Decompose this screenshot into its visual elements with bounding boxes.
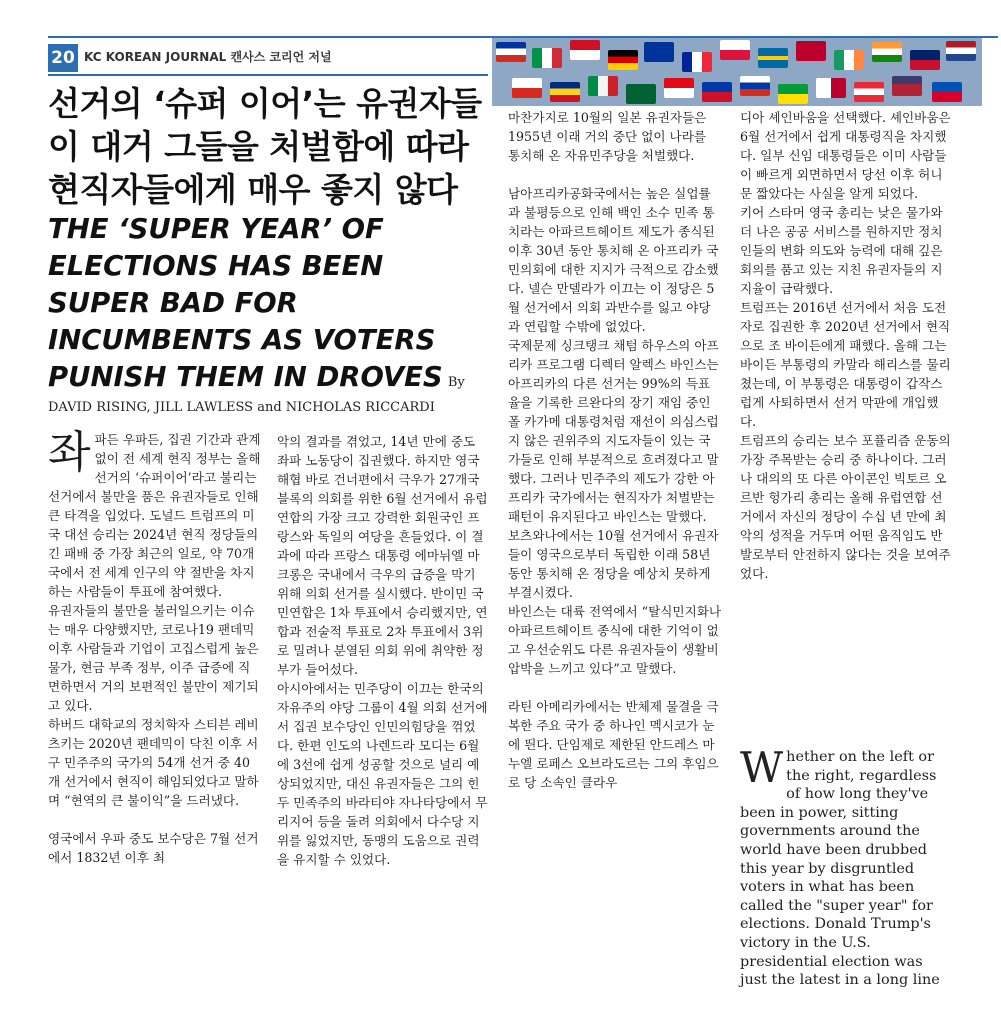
flag-icon (626, 84, 656, 104)
flags-banner-image (492, 38, 982, 106)
flag-icon (892, 76, 922, 96)
flag-icon (932, 82, 962, 102)
korean-dropcap: 좌 (48, 427, 91, 478)
header-underline (48, 74, 488, 76)
english-dropcap: W (740, 743, 784, 792)
article-column-4 (740, 108, 954, 583)
flag-icon (702, 82, 732, 102)
flag-icon (834, 50, 864, 70)
paragraph: 국제문제 싱크탱크 채텀 하우스의 아프리카 프로그램 디렉터 알렉스 바인스는 아프리카의 다른 선거는 99%의 득표율을 기록한 르완다의 장기 재임 중인 폴 카가메 대통령처럼 재선이 의심스럽지 않은 권위주의 지도자들이 있는 국가들로 인해 부분적으로 흐려졌다고 말했다. 그러나 민주주의 제도가 강한 아프리카 국가에서는 현직자가 처벌받는 패턴이 유지된다고 바인스는 말했다. (508, 338, 719, 524)
flag-icon (608, 50, 638, 70)
headline (48, 82, 488, 415)
flag-icon (740, 76, 770, 96)
journal-title: KC KOREAN JOURNAL 캔사스 코리언 저널 (84, 50, 332, 64)
paragraph: 영국에서 우파 중도 보수당은 7월 선거에서 1832년 이후 최 (48, 831, 259, 865)
paragraph: 키어 스타머 영국 총리는 낮은 물가와 더 나은 공공 서비스를 원하지만 정치인들의 변화 의도와 능력에 대해 깊은 회의를 품고 있는 지친 유권자들의 지지율이 급락했다. (740, 205, 943, 296)
flag-icon (758, 48, 788, 68)
paragraph: 파든 우파든, 집권 기간과 관계없이 전 세계 현직 정부는 올해 선거의 ‘슈퍼이어’라고 불리는 선거에서 불만을 품은 유권자들로 인해 큰 타격을 입었다. 도널드 트럼프의 미국 대선 승리는 2024년 현직 정당들의 긴 패배 중 가장 최근의 일로, 약 70개국에서 전 세계 인구의 약 절반을 차지하는 사람들이 투표에 참여했다. (48, 432, 261, 599)
paragraph: 바인스는 대륙 전역에서 “탈식민지화나 아파르트헤이트 종식에 대한 기억이 없고 우선순위도 다른 유권자들이 생활비 압박을 느끼고 있다”고 말했다. (508, 604, 722, 676)
paragraph: 보츠와나에서는 10월 선거에서 유권자들이 영국으로부터 독립한 이래 58년 동안 통치해 온 정당을 예상치 못하게 부결시켰다. (508, 528, 719, 600)
paragraph: 하버드 대학교의 정치학자 스티븐 레비츠키는 2020년 팬데믹이 닥친 이후 서구 민주주의 국가의 54개 선거 중 40개 선거에서 현직이 해임되었다고 말하며 “현역의 큰 불이익”을 드러냈다. (48, 717, 259, 808)
flag-icon (588, 76, 618, 96)
paragraph: 남아프리카공화국에서는 높은 실업률과 불평등으로 인해 백인 소수 민족 통치라는 아파르트헤이트 제도가 종식된 이후 30년 동안 통치해 온 아프리카 국민의회에 대한 지지가 극적으로 감소했다. 넬슨 만델라가 이끄는 이 정당은 5월 선거에서 의회 과반수를 잃고 야당과 연립할 수밖에 없었다. (508, 186, 719, 334)
flag-icon (532, 48, 562, 68)
flag-icon (512, 78, 542, 98)
paragraph: 아시아에서는 민주당이 이끄는 한국의 자유주의 야당 그룹이 4월 의회 선거에서 집권 보수당인 인민의힘당을 꺾었다. 한편 인도의 나렌드라 모디는 6월에 3선에 쉽게 성공할 것으로 널리 예상되었지만, 대신 유권자들은 그의 힌두 민족주의 바라티야 자나타당에서 무리지어 등을 돌려 의회에서 다수당 지위를 잃었지만, 동맹의 도움으로 권력을 유지할 수 있었다. (277, 681, 488, 867)
headline-korean: 선거의 ‘슈퍼 이어’는 유권자들이 대거 그들을 처벌함에 따라 현직자들에게 매우 좋지 않다 (48, 84, 482, 209)
flag-icon (872, 42, 902, 62)
flag-icon (778, 84, 808, 104)
paragraph: 트럼프의 승리는 보수 포퓰리즘 운동의 가장 주목받는 승리 중 하나이다. 그러나 대의의 또 다른 아이콘인 빅토르 오르반 헝가리 총리는 올해 유럽연합 선거에서 자신의 정당이 수십 년 만에 최악의 성적을 거두며 어떤 움직임도 반발로부터 안전하지 않다는 것을 보여주었다. (740, 433, 951, 581)
paragraph: 트럼프는 2016년 선거에서 처음 도전자로 집권한 후 2020년 선거에서 현직으로 조 바이든에게 패했다. 올해 그는 바이든 부통령의 카말라 해리스를 물리쳤는데, 이 부통령은 대통령이 갑작스럽게 사퇴하면서 선거 막판에 개입했다. (740, 300, 951, 429)
paragraph: 라틴 아메리카에서는 반체제 물결을 극복한 주요 국가 중 하나인 멕시코가 눈에 띈다. 단임제로 제한된 안드레스 마누엘 로페스 오브라도르는 그의 후임으로 당 소속인 클라우 (508, 699, 719, 790)
flag-icon (496, 42, 526, 62)
flag-icon (946, 41, 976, 61)
article-column-1 (48, 427, 262, 867)
article-column-3 (508, 108, 722, 792)
flag-icon (816, 78, 846, 98)
english-article-column (740, 743, 954, 990)
flag-icon (720, 40, 750, 60)
headline-english: THE ‘SUPER YEAR’ OF ELECTIONS HAS BEEN SUPER BAD FOR INCUMBENTS AS VOTERS PUNISH THEM IN DROVES (48, 213, 443, 393)
byline: By DAVID RISING, JILL LAWLESS and NICHOLAS RICCARDI (48, 375, 465, 415)
flag-icon (644, 42, 674, 62)
flag-icon (854, 82, 884, 102)
english-paragraph: hether on the left or the right, regardless of how long they've been in power, sitting governments around the world have been drubbed this year by disgruntled voters in what has been called the "super year" for elections. Donald Trump's victory in the U.S. presidential election was just the latest in a long line (740, 749, 940, 989)
flag-icon (664, 78, 694, 98)
flag-icon (796, 41, 826, 61)
paragraph: 악의 결과를 겪었고, 14년 만에 중도 좌파 노동당이 집권했다. 하지만 영국 해협 바로 건너편에서 극우가 27개국 블록의 의회를 위한 6월 선거에서 유럽 연합의 가장 크고 강력한 회원국인 프랑스와 독일의 여당을 흔들었다. 이 결과에 따라 프랑스 대통령 에마뉘엘 마크롱은 국내에서 극우의 급증을 막기 위해 의회 선거를 실시했다. 반이민 국민연합은 1차 투표에서 승리했지만, 연합과 전술적 투표로 2차 투표에서 3위로 밀려나 분열된 의회 위에 취약한 정부가 들어섰다. (277, 434, 488, 677)
page-number: 20 (48, 44, 78, 72)
article-column-2 (277, 432, 489, 869)
flag-icon (910, 50, 940, 70)
paragraph: 디아 셰인바움을 선택했다. 셰인바움은 6월 선거에서 쉽게 대통령직을 차지했다. 일부 신임 대통령들은 이미 사람들이 빠르게 외면하면서 당선 이후 허니문 짧았다는 사실을 알게 되었다. (740, 110, 951, 201)
flag-icon (682, 52, 712, 72)
paragraph: 유권자들의 불만을 불러일으키는 이슈는 매우 다양했지만, 코로나19 팬데믹 이후 사람들과 기업이 고집스럽게 높은 물가, 현금 부족 정부, 이주 급증에 직면하면서 거의 보편적인 불만이 제기되고 있다. (48, 603, 259, 713)
paragraph: 마찬가지로 10월의 일본 유권자들은 1955년 이래 거의 중단 없이 나라를 통치해 온 자유민주당을 처벌했다. (508, 110, 707, 163)
flag-icon (550, 82, 580, 102)
flag-icon (570, 40, 600, 60)
